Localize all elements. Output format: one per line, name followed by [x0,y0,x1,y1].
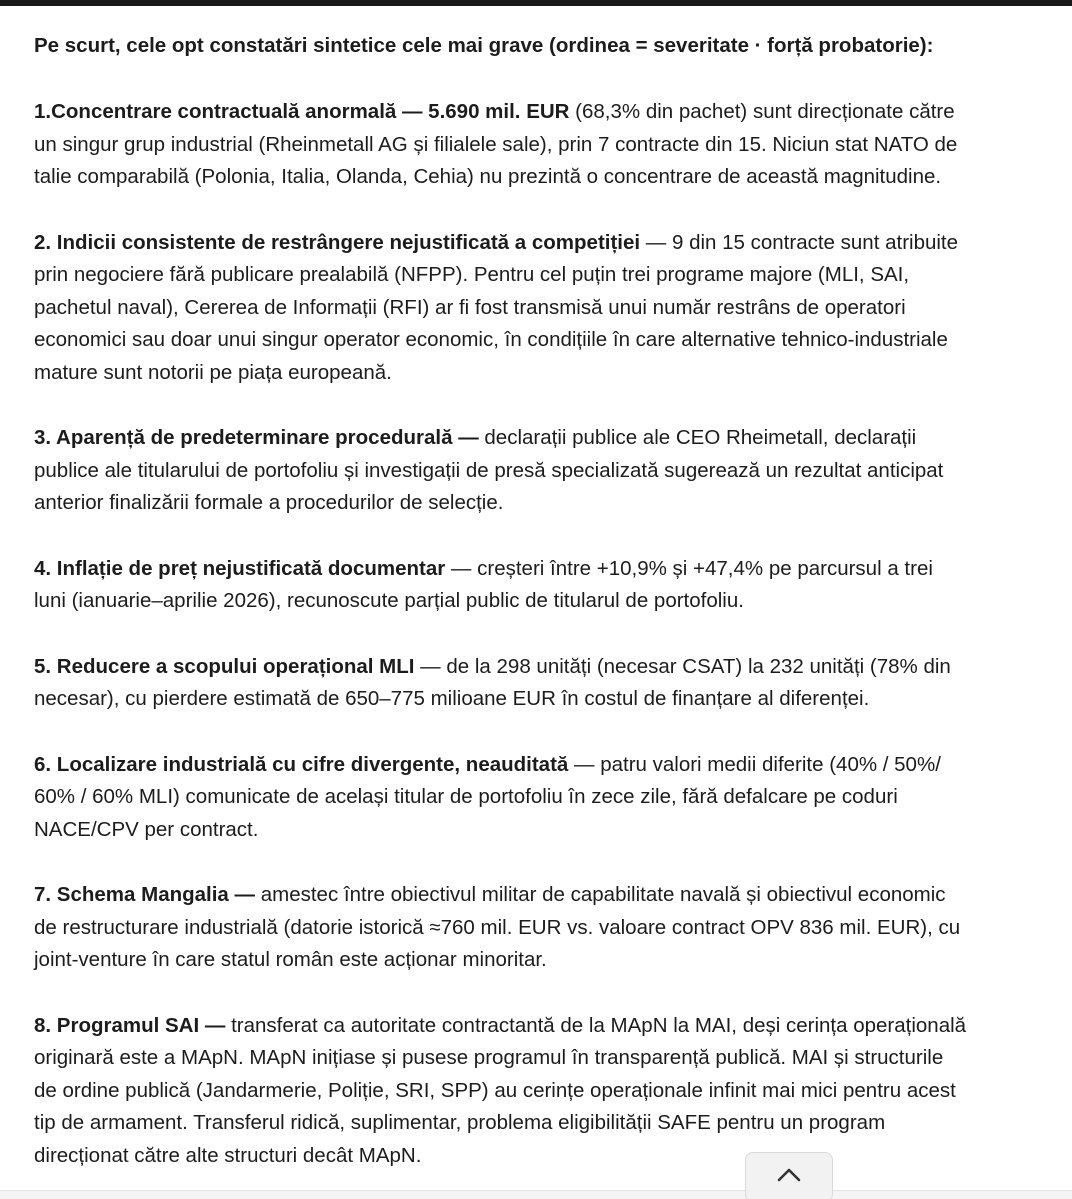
finding-text: — patru valori medii diferite (40% / 50%/ [568,752,941,776]
finding-title: 3. Aparență de predeterminare procedurală — [34,426,479,449]
finding-text: originară este a MApN. MApN inițiase și pusese programul în transparență publică. MAI și structurile [34,1046,944,1069]
finding-7 [34,879,1044,977]
finding-title: 7. Schema Mangalia — [34,883,256,906]
scroll-to-top-button[interactable] [745,1152,833,1199]
finding-title: 5. Reducere a scopului operațional MLI [34,654,415,678]
finding-text: — 9 din 15 contracte sunt atribuite [640,230,959,254]
finding-2 [34,227,1044,390]
finding-text: prin negociere fără publicare prealabilă (NFPP). Pentru cel puțin trei programe majore (MLI, SAI, [34,263,910,286]
finding-text: un singur grup industrial (Rheinmetall AG și filialele sale), prin 7 contracte din 15. Niciun stat NATO de [34,132,958,156]
finding-text: mature sunt notorii pe piața europeană. [34,360,392,384]
finding-3 [34,422,1044,520]
finding-text: amestec între obiectivul militar de capabilitate navală și obiectivul economic [255,883,946,906]
finding-4 [34,553,1044,618]
finding-5 [34,651,1044,716]
finding-text: declarații publice ale CEO Rheimetall, declarații [478,426,917,449]
finding-text: transferat ca autoritate contractantă de la MApN la MAI, deși cerința operațională [225,1013,967,1037]
finding-text: talie comparabilă (Polonia, Italia, Olanda, Cehia) nu prezintă o concentrare de această magnitudine. [34,165,942,188]
finding-text: — creșteri între +10,9% și +47,4% pe parcursul a trei [445,556,933,580]
bottom-toolbar-edge [0,1190,1072,1199]
chevron-up-icon [776,1167,802,1188]
finding-8 [34,1010,1044,1173]
finding-title: 8. Programul SAI — [34,1013,226,1037]
finding-text: tip de armament. Transferul ridică, suplimentar, problema eligibilității SAFE pentru un program [34,1111,886,1134]
finding-text: economici sau doar unui singur operator economic, în condițiile în care alternative tehnico-industriale [34,328,948,351]
finding-title: 1.Concentrare contractuală anormală — 5.690 mil. EUR [34,100,570,123]
finding-1 [34,96,1044,194]
finding-text: — de la 298 unități (necesar CSAT) la 232 unități (78% din [414,654,951,678]
finding-text: de ordine publică (Jandarmerie, Poliție, SRI, SPP) au cerințe operaționale infinit mai mici pentru acest [34,1078,956,1102]
finding-text: publice ale titularului de portofoliu și investigații de presă specializată sugerează un rezultat anticipat [34,458,944,482]
finding-text: pachetul naval), Cererea de Informații (RFI) ar fi fost transmisă unui număr restrâns de operatori [34,295,906,319]
finding-title: 2. Indicii consistente de restrângere nejustificată a competiției [34,230,641,254]
finding-title: 4. Inflație de preț nejustificată documentar [34,556,446,580]
finding-text: direcționat către alte structuri decât MApN. [34,1143,422,1167]
finding-text: 60% / 60% MLI) comunicate de același titular de portofoliu în zece zile, fără defalcare pe coduri [34,785,898,808]
top-bar [0,0,1072,6]
finding-text: anterior finalizării formale a procedurilor de selecție. [34,491,504,514]
intro-heading: Pe scurt, cele opt constatări sintetice cele mai grave (ordinea = severitate · forță probatorie): [34,34,934,57]
finding-text: NACE/CPV per contract. [34,817,259,841]
finding-6 [34,749,1044,847]
finding-text: luni (ianuarie–aprilie 2026), recunoscute parțial public de titularul de portofoliu. [34,589,744,612]
finding-text: joint-venture în care statul român este acționar minoritar. [34,948,547,971]
finding-title: 6. Localizare industrială cu cifre divergente, neauditată [34,752,569,776]
finding-text: de restructurare industrială (datorie istorică ≈760 mil. EUR vs. valoare contract OPV 836 mil. EUR), cu [34,915,961,939]
article-body [34,30,1044,1172]
finding-text: (68,3% din pachet) sunt direcționate către [569,100,955,123]
finding-text: necesar), cu pierdere estimată de 650–775 milioane EUR în costul de finanțare al diferenței. [34,687,870,710]
